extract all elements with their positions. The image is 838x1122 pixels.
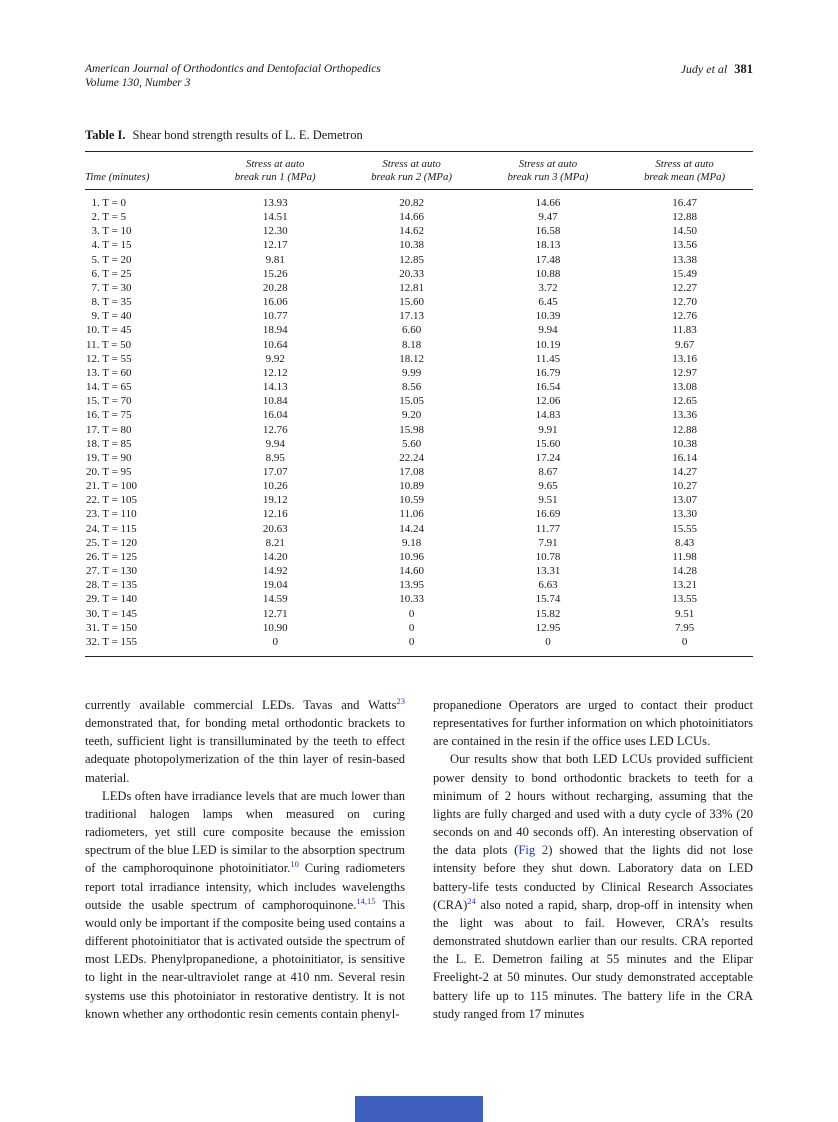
value-cell: 8.21 — [265, 536, 285, 549]
time-cell: 14. T = 65 — [86, 381, 132, 394]
value-cell: 11.83 — [672, 324, 697, 337]
column-header-line2: break run 3 (MPa) — [507, 171, 589, 183]
column-header-line1: Stress at auto — [245, 158, 305, 170]
value-cell: 9.92 — [265, 352, 285, 365]
value-cell: 16.06 — [262, 296, 288, 309]
value-cell: 14.27 — [672, 465, 697, 478]
value-cell: 14.20 — [262, 550, 288, 563]
table-row — [85, 465, 753, 479]
time-cell: 25. T = 120 — [86, 536, 138, 549]
value-cell: 9.94 — [265, 437, 285, 450]
citation-link[interactable]: 24 — [467, 895, 476, 906]
paragraph — [433, 750, 753, 1022]
table-row — [85, 253, 753, 267]
value-cell: 20.33 — [399, 267, 424, 280]
value-cell: 10.33 — [399, 593, 424, 606]
value-cell: 6.63 — [538, 579, 558, 592]
value-cell: 13.95 — [399, 579, 424, 592]
value-cell: 17.13 — [399, 310, 424, 323]
value-cell: 12.85 — [399, 253, 424, 266]
time-cell: 21. T = 100 — [86, 480, 138, 493]
table-row — [85, 437, 753, 451]
table-row — [85, 267, 753, 281]
table-row — [85, 564, 753, 578]
value-cell: 13.38 — [672, 253, 697, 266]
page-header — [85, 62, 753, 90]
time-cell: 8. T = 35 — [86, 296, 132, 309]
value-cell: 17.48 — [535, 253, 561, 266]
citation-link[interactable]: 14,15 — [356, 895, 376, 906]
value-cell: 19.12 — [262, 494, 288, 507]
value-cell: 9.20 — [401, 409, 422, 422]
value-cell: 7.91 — [538, 536, 558, 549]
value-cell: 10.26 — [262, 480, 288, 493]
time-cell: 29. T = 140 — [86, 593, 138, 606]
value-cell: 8.95 — [265, 451, 285, 464]
time-cell: 15. T = 70 — [86, 395, 132, 408]
time-cell: 6. T = 25 — [86, 267, 132, 280]
right-column — [433, 696, 753, 1023]
article-body — [85, 696, 753, 1023]
value-cell: 10.89 — [399, 480, 424, 493]
time-cell: 2. T = 5 — [86, 211, 127, 224]
value-cell: 17.07 — [262, 465, 288, 478]
table-row — [85, 295, 753, 309]
table-row — [85, 190, 753, 211]
table-caption-text: Shear bond strength results of L. E. Demetron — [132, 128, 363, 142]
value-cell: 12.76 — [672, 310, 697, 323]
value-cell: 18.13 — [535, 239, 561, 252]
value-cell: 13.93 — [262, 197, 288, 209]
value-cell: 14.24 — [399, 522, 424, 535]
left-column — [85, 696, 405, 1023]
paragraph — [85, 696, 405, 787]
value-cell: 6.60 — [401, 324, 422, 337]
value-cell: 9.99 — [401, 366, 422, 379]
value-cell: 14.59 — [262, 593, 288, 606]
value-cell: 8.43 — [674, 536, 695, 549]
text-segment: propanedione Operators are urged to contact their product representatives for further information on which photoinitiators are contained in the resin if the office uses LED LCUs. — [433, 698, 753, 749]
table-row — [85, 323, 753, 337]
value-cell: 15.74 — [535, 593, 561, 606]
value-cell: 9.47 — [538, 211, 558, 224]
value-cell: 12.81 — [399, 281, 424, 294]
value-cell: 12.88 — [672, 423, 697, 436]
table-row — [85, 578, 753, 592]
value-cell: 6.45 — [538, 296, 558, 309]
column-header-run1 — [207, 152, 343, 190]
value-cell: 10.64 — [262, 338, 288, 351]
value-cell: 5.60 — [401, 437, 422, 450]
table-row — [85, 522, 753, 536]
value-cell: 13.31 — [535, 565, 561, 578]
value-cell: 11.77 — [535, 522, 561, 535]
value-cell: 10.19 — [535, 338, 561, 351]
value-cell: 18.12 — [399, 352, 424, 365]
results-table — [85, 151, 753, 657]
table-row — [85, 309, 753, 323]
column-header-line2: break run 2 (MPa) — [371, 171, 452, 183]
value-cell: 9.65 — [538, 480, 558, 493]
value-cell: 15.82 — [535, 607, 561, 620]
table-row — [85, 621, 753, 635]
column-header-run3 — [480, 152, 616, 190]
value-cell: 13.16 — [672, 352, 697, 365]
value-cell: 14.13 — [262, 381, 288, 394]
value-cell: 16.54 — [535, 381, 561, 394]
value-cell: 11.06 — [399, 508, 424, 521]
value-cell: 12.16 — [262, 508, 288, 521]
column-header-time — [85, 152, 207, 190]
table-row — [85, 536, 753, 550]
value-cell: 20.28 — [262, 281, 288, 294]
column-header-line2: Time (minutes) — [85, 171, 150, 183]
value-cell: 15.05 — [399, 395, 424, 408]
value-cell: 16.47 — [672, 197, 697, 209]
time-cell: 26. T = 125 — [86, 550, 138, 563]
value-cell: 9.51 — [674, 607, 695, 620]
value-cell: 10.38 — [672, 437, 697, 450]
value-cell: 14.50 — [672, 225, 697, 238]
value-cell: 16.58 — [535, 225, 561, 238]
text-segment: currently available commercial LEDs. Tavas and Watts — [85, 698, 397, 712]
journal-volume: Volume 130, Number 3 — [85, 77, 191, 89]
table-row — [85, 210, 753, 224]
table-row — [85, 507, 753, 521]
value-cell: 0 — [408, 635, 415, 648]
table-caption — [85, 128, 753, 143]
text-segment: demonstrated that, for bonding metal orthodontic brackets to teeth, sufficient light is transilluminated by the teeth to effect adequate photopolymerization of the thin layer of resin-based material. — [85, 716, 405, 785]
column-header-run2 — [343, 152, 479, 190]
table-row — [85, 592, 753, 606]
time-cell: 22. T = 105 — [86, 494, 138, 507]
value-cell: 14.62 — [399, 225, 424, 238]
value-cell: 22.24 — [399, 451, 424, 464]
value-cell: 0 — [408, 607, 415, 620]
value-cell: 12.17 — [262, 239, 288, 252]
value-cell: 15.60 — [399, 296, 424, 309]
value-cell: 18.94 — [262, 324, 288, 337]
value-cell: 13.07 — [672, 494, 697, 507]
column-header-line1: Stress at auto — [518, 158, 578, 170]
value-cell: 8.67 — [538, 465, 558, 478]
value-cell: 12.12 — [262, 366, 288, 379]
value-cell: 14.92 — [262, 565, 288, 578]
value-cell: 10.84 — [262, 395, 288, 408]
table-header-row — [85, 152, 753, 190]
value-cell: 15.60 — [535, 437, 561, 450]
table-caption-label: Table I. — [85, 128, 126, 142]
value-cell: 10.27 — [672, 480, 697, 493]
time-cell: 13. T = 60 — [86, 366, 132, 379]
value-cell: 13.21 — [672, 579, 697, 592]
time-cell: 20. T = 95 — [86, 465, 132, 478]
citation-link[interactable]: 23 — [396, 695, 405, 706]
running-head — [681, 62, 753, 77]
value-cell: 16.14 — [672, 451, 697, 464]
value-cell: 12.71 — [262, 607, 288, 620]
value-cell: 9.94 — [538, 324, 558, 337]
text-segment: also noted a rapid, sharp, drop-off in intensity when the light was about to fail. However, CRA’s results demonstrated shutdown earlier than our results. CRA reported the L. E. Demetron failing at 55 minutes and the Elipar Freelight-2 at 50 minutes. Our study demonstrated acceptable battery life up to 115 minutes. The battery life in the CRA study ranged from 17 minutes — [433, 897, 753, 1021]
value-cell: 15.26 — [262, 267, 288, 280]
value-cell: 3.72 — [538, 281, 558, 294]
value-cell: 17.08 — [399, 465, 424, 478]
citation-link[interactable]: 10 — [290, 859, 299, 870]
value-cell: 0 — [272, 635, 278, 648]
value-cell: 10.59 — [399, 494, 424, 507]
table-header — [85, 152, 753, 190]
value-cell: 13.56 — [672, 239, 697, 252]
value-cell: 10.39 — [535, 310, 561, 323]
value-cell: 17.24 — [535, 451, 561, 464]
page-number: 381 — [734, 62, 753, 76]
value-cell: 12.95 — [535, 621, 561, 634]
value-cell: 8.18 — [401, 338, 422, 351]
time-cell: 31. T = 150 — [86, 621, 138, 634]
value-cell: 12.06 — [535, 395, 561, 408]
table-row — [85, 394, 753, 408]
value-cell: 12.70 — [672, 296, 697, 309]
value-cell: 10.96 — [399, 550, 424, 563]
paragraph — [433, 696, 753, 750]
value-cell: 9.81 — [265, 253, 285, 266]
table-row — [85, 366, 753, 380]
time-cell: 18. T = 85 — [86, 437, 132, 450]
table-row — [85, 380, 753, 394]
table-row — [85, 281, 753, 295]
table-row — [85, 224, 753, 238]
table-row — [85, 451, 753, 465]
table-row — [85, 550, 753, 564]
column-header-line2: break run 1 (MPa) — [234, 171, 316, 183]
value-cell: 12.27 — [672, 281, 697, 294]
value-cell: 15.49 — [672, 267, 697, 280]
value-cell: 10.38 — [399, 239, 424, 252]
time-cell: 17. T = 80 — [86, 423, 132, 436]
table-row — [85, 338, 753, 352]
value-cell: 13.55 — [672, 593, 697, 606]
value-cell: 20.63 — [262, 522, 288, 535]
value-cell: 16.04 — [262, 409, 288, 422]
value-cell: 9.91 — [538, 423, 558, 436]
value-cell: 9.51 — [538, 494, 558, 507]
table-row — [85, 479, 753, 493]
column-header-line1: Stress at auto — [655, 158, 714, 170]
value-cell: 14.83 — [535, 409, 561, 422]
journal-title: American Journal of Orthodontics and Dentofacial Orthopedics — [85, 63, 381, 75]
value-cell: 12.65 — [672, 395, 697, 408]
value-cell: 10.88 — [535, 267, 561, 280]
value-cell: 0 — [408, 621, 415, 634]
table-row — [85, 352, 753, 366]
column-header-mean — [616, 152, 753, 190]
author-names: Judy et al — [680, 62, 728, 76]
value-cell: 9.67 — [674, 338, 695, 351]
value-cell: 20.82 — [399, 197, 424, 209]
table-row — [85, 493, 753, 507]
text-segment: Our results show that both LED LCUs provided sufficient power density to bond orthodontic brackets to teeth for a minimum of 2 hours without recharging, assuming that the lights are fully charged and used with a duty cycle of 33% (20 seconds on and 40 seconds off). An interesting observation of the data plots ( — [433, 752, 753, 858]
citation-link[interactable]: Fig 2 — [518, 843, 549, 858]
column-header-line2: break mean (MPa) — [643, 171, 726, 183]
value-cell: 9.18 — [401, 536, 422, 549]
value-cell: 13.30 — [672, 508, 697, 521]
time-cell: 4. T = 15 — [86, 239, 132, 252]
time-cell: 5. T = 20 — [86, 253, 132, 266]
value-cell: 14.60 — [399, 565, 424, 578]
column-header-line1: Stress at auto — [382, 158, 441, 170]
table-row — [85, 408, 753, 422]
time-cell: 9. T = 40 — [86, 310, 132, 323]
table-row — [85, 423, 753, 437]
footer-link-marker[interactable] — [355, 1096, 483, 1122]
time-cell: 1. T = 0 — [86, 197, 127, 209]
value-cell: 14.66 — [399, 211, 424, 224]
value-cell: 7.95 — [674, 621, 695, 634]
value-cell: 14.66 — [535, 197, 561, 209]
value-cell: 10.90 — [262, 621, 288, 634]
table-row — [85, 635, 753, 657]
time-cell: 7. T = 30 — [86, 281, 132, 294]
paragraph — [85, 787, 405, 1023]
time-cell: 19. T = 90 — [86, 451, 132, 464]
time-cell: 28. T = 135 — [86, 579, 138, 592]
value-cell: 8.56 — [401, 381, 422, 394]
time-cell: 27. T = 130 — [86, 565, 138, 578]
time-cell: 23. T = 110 — [86, 508, 137, 521]
table-row — [85, 238, 753, 252]
text-segment: This would only be important if the composite being used contains a different photoinitiator that is activated outside the spectrum of most LEDs. Phenylpropanedione, a photoinitiator, is sensitive to light in the near-ultraviolet range at 410 nm. Several resin systems use this photoiniator in restorative dentistry. It is not known whether any orthodontic resin cements contain phenyl- — [85, 897, 406, 1021]
value-cell: 12.97 — [672, 366, 697, 379]
time-cell: 10. T = 45 — [86, 324, 132, 337]
time-cell: 3. T = 10 — [86, 225, 132, 238]
journal-info — [85, 62, 381, 90]
value-cell: 11.98 — [672, 550, 697, 563]
time-cell: 32. T = 155 — [86, 635, 138, 648]
text-segment: ) showed that the lights did not lose intensity before they shut down. Laboratory data on LED battery-life tests conducted by Clinical Research Associates (CRA) — [433, 843, 754, 912]
value-cell: 0 — [545, 635, 551, 648]
text-segment: LEDs often have irradiance levels that are much lower than traditional halogen lamps when measured on curing radiometers, yet still cure composite because the emission spectrum of the blue LED is similar to the absorption spectrum of the camphoroquinone photoinitiator. — [85, 788, 405, 876]
time-cell: 12. T = 55 — [86, 352, 132, 365]
value-cell: 15.98 — [399, 423, 424, 436]
value-cell: 16.79 — [535, 366, 561, 379]
value-cell: 19.04 — [262, 579, 288, 592]
time-cell: 24. T = 115 — [86, 522, 137, 535]
value-cell: 11.45 — [535, 352, 561, 365]
value-cell: 13.08 — [672, 381, 697, 394]
value-cell: 15.55 — [672, 522, 697, 535]
value-cell: 14.51 — [262, 211, 288, 224]
value-cell: 0 — [681, 635, 688, 648]
table-body — [85, 190, 753, 657]
time-cell: 16. T = 75 — [86, 409, 132, 422]
value-cell: 14.28 — [672, 565, 697, 578]
value-cell: 10.78 — [535, 550, 561, 563]
text-segment: Curing radiometers report total irradiance intensity, which includes wavelengths outside the usable spectrum of camphoroquinone. — [85, 861, 406, 912]
value-cell: 16.69 — [535, 508, 561, 521]
value-cell: 10.77 — [262, 310, 288, 323]
value-cell: 12.30 — [262, 225, 288, 238]
value-cell: 12.88 — [672, 211, 697, 224]
value-cell: 12.76 — [262, 423, 288, 436]
time-cell: 30. T = 145 — [86, 607, 138, 620]
value-cell: 13.36 — [672, 409, 697, 422]
time-cell: 11. T = 50 — [86, 338, 132, 351]
table-row — [85, 607, 753, 621]
